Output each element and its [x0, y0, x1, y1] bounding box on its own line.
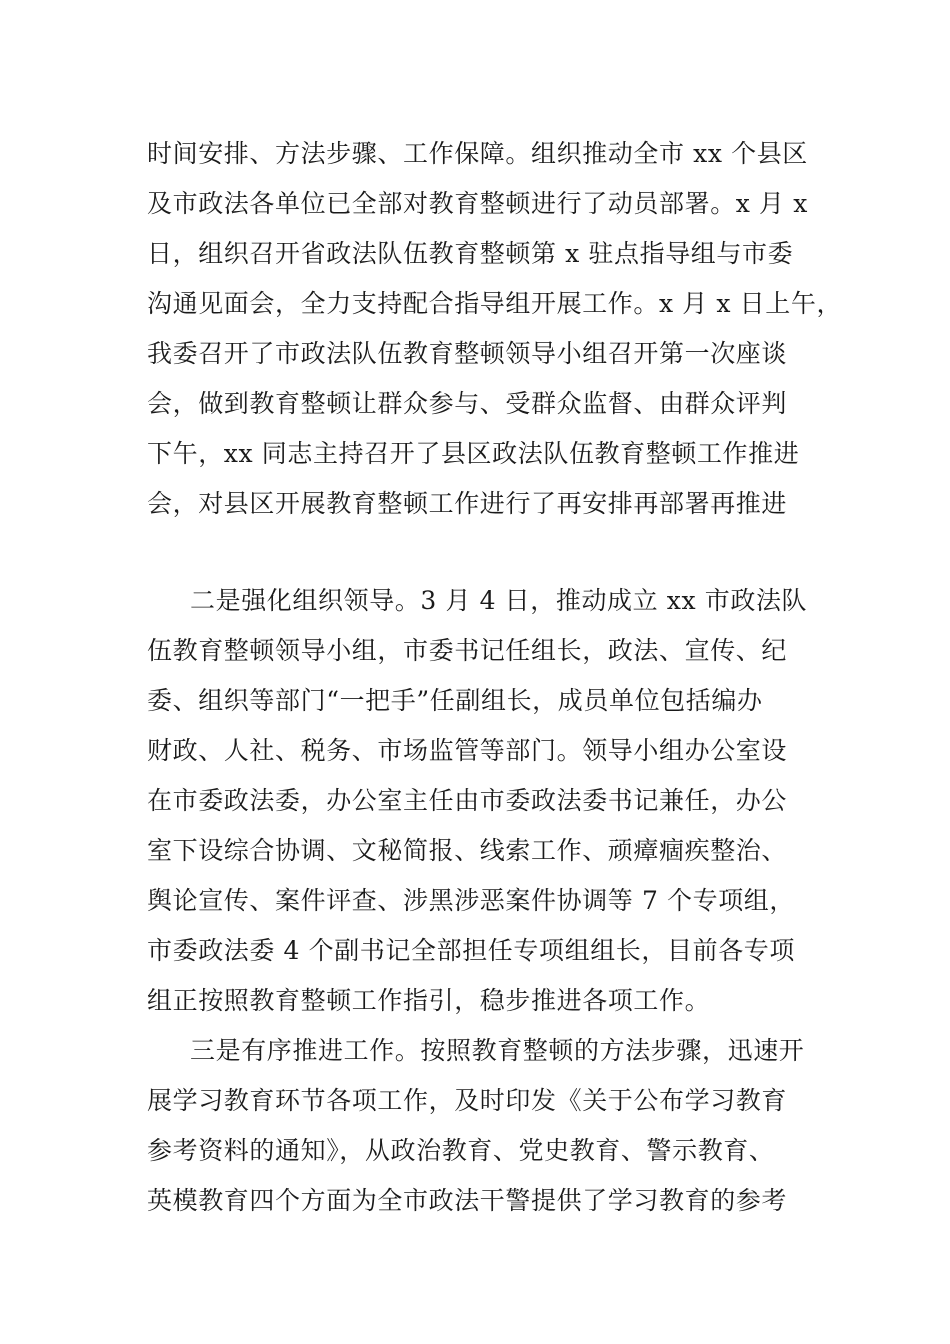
text-line: 参考资料的通知》，从政治教育、党史教育、警示教育、 [147, 1136, 775, 1165]
text-line: 室下设综合协调、文秘简报、线索工作、顽瘴痼疾整治、 [147, 836, 788, 865]
text-line: 组正按照教育整顿工作指引，稳步推进各项工作。 [147, 986, 711, 1015]
text-line: 二是强化组织领导。3 月 4 日，推动成立 xx 市政法队 [190, 586, 808, 615]
text-line: 沟通见面会，全力支持配合指导组开展工作。x 月 x 日上午， [147, 289, 843, 318]
text-line: 伍教育整顿领导小组，市委书记任组长，政法、宣传、纪 [147, 636, 788, 665]
text-line: 时间安排、方法步骤、工作保障。组织推动全市 xx 个县区 [147, 139, 808, 168]
text-line: 市委政法委 4 个副书记全部担任专项组组长，目前各专项 [147, 936, 796, 965]
text-line: 委、组织等部门“一把手”任副组长，成员单位包括编办 [147, 686, 763, 715]
text-line: 舆论宣传、案件评查、涉黑涉恶案件协调等 7 个专项组， [147, 886, 796, 915]
text-line: 英模教育四个方面为全市政法干警提供了学习教育的参考 [147, 1186, 788, 1215]
text-line: 会，对县区开展教育整顿工作进行了再安排再部署再推进 [147, 489, 788, 518]
text-line: 展学习教育环节各项工作，及时印发《关于公布学习教育 [147, 1086, 788, 1115]
text-line: 财政、人社、税务、市场监管等部门。领导小组办公室设 [147, 736, 788, 765]
text-line: 我委召开了市政法队伍教育整顿领导小组召开第一次座谈 [147, 339, 788, 368]
text-line: 三是有序推进工作。按照教育整顿的方法步骤，迅速开 [190, 1036, 805, 1065]
text-line: 日，组织召开省政法队伍教育整顿第 x 驻点指导组与市委 [147, 239, 794, 268]
text-line: 及市政法各单位已全部对教育整顿进行了动员部署。x 月 x [147, 189, 808, 218]
text-line: 下午，xx 同志主持召开了县区政法队伍教育整顿工作推进 [147, 439, 800, 468]
text-line: 会，做到教育整顿让群众参与、受群众监督、由群众评判 [147, 389, 788, 418]
text-line: 在市委政法委，办公室主任由市委政法委书记兼任，办公 [147, 786, 788, 815]
